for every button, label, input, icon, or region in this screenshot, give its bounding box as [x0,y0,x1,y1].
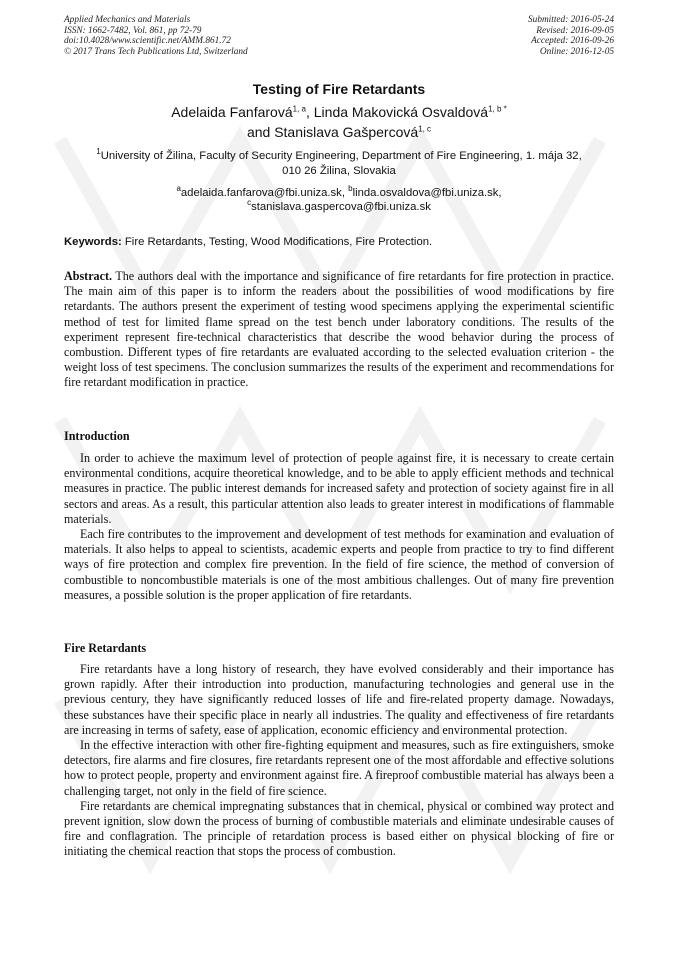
author-sup: 1, b * [488,104,507,114]
author-name: Stanislava Gašpercová [274,124,419,140]
email-sup: b [348,184,353,194]
author-sup: 1, c [418,124,432,134]
email-link[interactable]: stanislava.gaspercova@fbi.uniza.sk [251,201,431,213]
paper-title: Testing of Fire Retardants [252,81,426,97]
introduction-section [64,451,614,603]
section-heading-fire-retardants: Fire Retardants [64,641,147,655]
date-revised: Revised: 2016-09-05 [536,25,614,36]
paragraph: In the effective interaction with other fire-fighting equipment and measures, such as fire extinguishers, smoke detectors, fire alarms and fire closures, fire retardants represent one of the most affordable and effective solutions how to protect people, property and environment against fire. A fireproof combustible material has always been a challenging target, not only in the field of fire science. [64,738,614,798]
paragraph: Each fire contributes to the improvement and development of test methods for examination and evaluation of materials. It also helps to appeal to scientists, academic experts and people from practice to try to find different ways of fire protection and complex fire prevention. In the field of fire science, the method of conversion of combustible to noncombustible materials is one of the most ambitious challenges. Out of many fire prevention measures, a possible solution is the proper application of fire retardants. [64,527,614,602]
publication-dates [528,15,614,57]
paragraph: Fire retardants are chemical impregnating substances that in chemical, physical or combined way protect and prevent ignition, slow down the process of burning of combustible materials and eliminate undesirable causes of fire and conflagration. The principle of retardation process is based either on physical blocking of fire or initiating the chemical reaction that stops the process of combustion. [64,798,614,859]
author-list: Adelaida Fanfarová$^{1, a}$, Linda Makovická Osvaldová$^{1, b *}$ and Stanislava Gašpercová$^{1, c}$ [171,104,507,140]
author-name: Adelaida Fanfarová [171,104,293,120]
abstract [64,269,614,391]
journal-doi: doi:10.4028/www.scientific.net/AMM.861.72 [64,36,231,47]
paragraph: Fire retardants have a long history of research, they have evolved considerably and their importance has grown rapidly. After their introduction into production, manufacturing technologies and general use in the previous century, they have significantly reduced losses of life and fire-related property damage. Nowadays, these substances have their specific place in nearly all industries. The quality and effectiveness of fire retardants are increasing in terms of safety, ease of application, economic efficiency and environmental protection. [64,662,614,737]
abstract-label: Abstract. [64,269,113,283]
author-conjunction: and [246,124,275,140]
affiliation-sup: 1 [96,147,101,157]
keywords-label: Keywords: [64,236,122,248]
journal-name: Applied Mechanics and Materials [64,15,191,25]
abstract-text: The authors deal with the importance and significance of fire retardants for fire protection in practice. The main aim of this paper is to inform the readers about the possibilities of wood modifications by fire retardants. The authors present the experiment of testing wood specimens applying the experimental scientific method of test for limited flame spread on the test bench under laboratory conditions. The results of the experiment represent fire-technical characteristics that describe the wood behavior during the process of combustion. Different types of fire retardants are evaluated according to the selected evaluation criterion - the weight loss of test specimens. The conclusion summarizes the results of the experiment and recommendations for fire retardant modification in practice. [64,269,614,390]
email-link[interactable]: adelaida.fanfarova@fbi.uniza.sk [180,187,342,199]
paragraph: In order to achieve the maximum level of protection of people against fire, it is necessary to create certain environmental conditions, acquire theoretical knowledge, and to be able to apply efficient methods and technical measures in practice. The public interest demands for increased safety and protection of society against fire in all sectors and areas. As a result, this particular attention also leads to greater interest in modifications of flammable materials. [64,451,614,526]
journal-info [64,15,248,57]
email-sup: a [176,184,181,194]
section-heading-introduction: Introduction [64,429,130,443]
affiliation [64,149,614,178]
affiliation-line: 010 26 Žilina, Slovakia [282,164,396,177]
date-online: Online: 2016-12-05 [539,46,614,57]
date-submitted: Submitted: 2016-05-24 [528,15,614,25]
journal-copyright: © 2017 Trans Tech Publications Ltd, Switzerland [64,46,248,57]
author-sup: 1, a [292,104,306,114]
date-accepted: Accepted: 2016-09-26 [531,36,614,47]
keywords-text: Fire Retardants, Testing, Wood Modifications, Fire Protection. [124,236,433,248]
fire-retardants-section [64,662,614,860]
keywords [64,235,614,249]
journal-issn: ISSN: 1662-7482, Vol. 861, pp 72-79 [64,25,202,36]
affiliation-line: University of Žilina, Faculty of Security Engineering, Department of Fire Engineering, 1. mája 32, [100,150,582,162]
author-name: Linda Makovická Osvaldová [313,104,489,120]
author-emails: $^a$adelaida.fanfarova@fbi.uniza.sk, $^b$linda.osvaldova@fbi.uniza.sk, $^c$stanislava.gaspercova@fbi.uniza.sk [176,184,502,213]
email-link[interactable]: linda.osvaldova@fbi.uniza.sk [352,187,499,199]
email-sup: c [247,198,252,208]
